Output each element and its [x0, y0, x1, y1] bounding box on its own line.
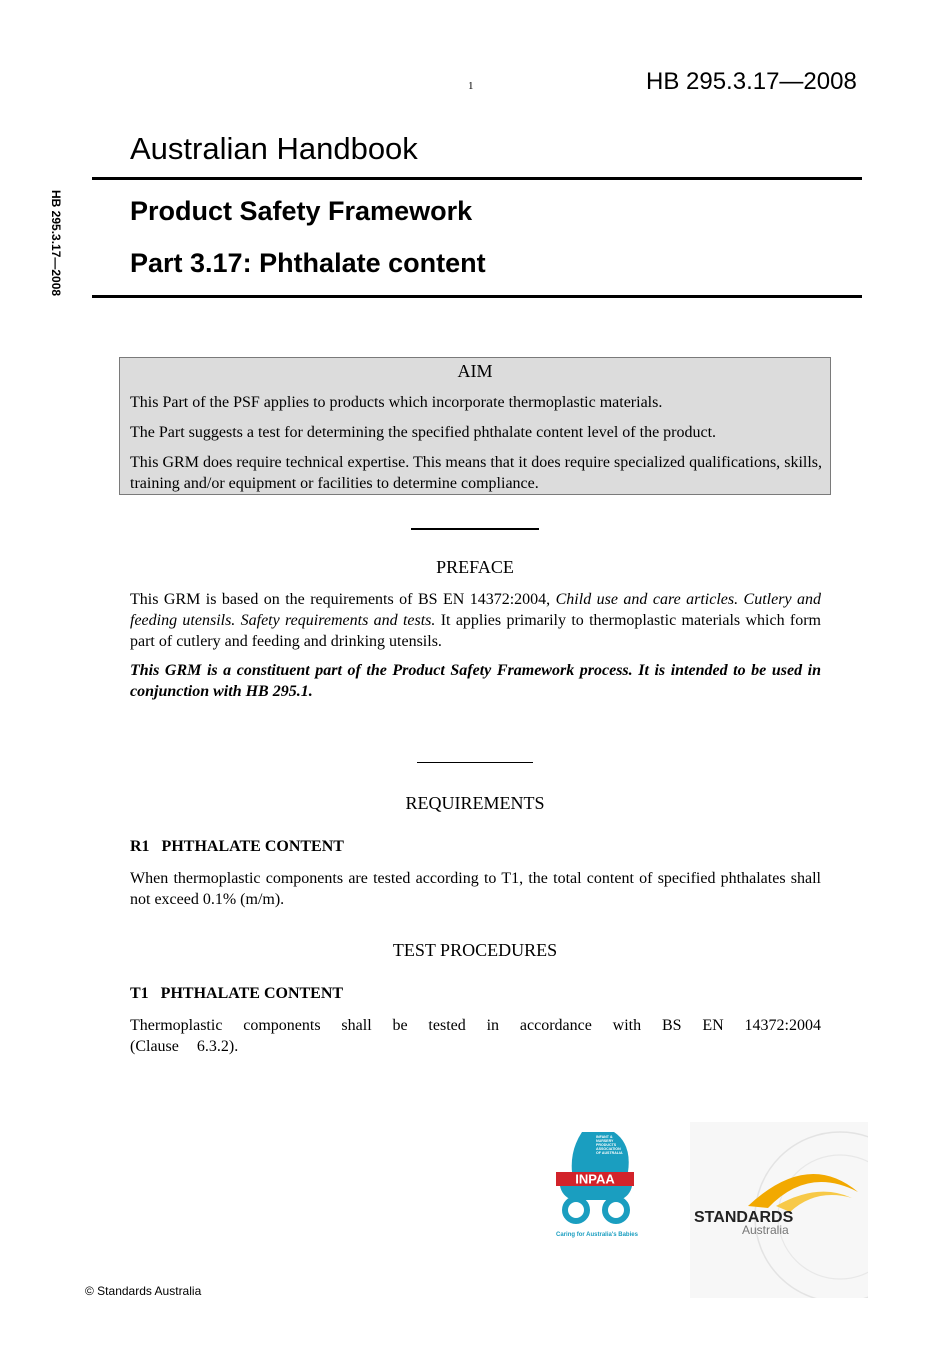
preface-text: It applies primarily to thermoplastic materials which form part of cutlery and feeding and drinking utensils.: [130, 612, 821, 650]
page-number: 1: [468, 80, 474, 92]
section-divider: [411, 528, 539, 530]
section-divider: [417, 762, 533, 763]
aim-paragraph: The Part suggests a test for determining the specified phthalate content level of the product.: [130, 424, 717, 441]
r1-text: When thermoplastic components are tested according to T1, the total content of specified phthalates shall not exceed 0.1% (m/m).: [130, 870, 821, 908]
preface-heading: PREFACE: [436, 557, 514, 577]
spine-document-code: HB 295.3.17—2008: [49, 190, 63, 297]
copyright-notice: © Standards Australia: [85, 1284, 202, 1298]
t1-text: Thermoplastic components shall be tested in accordance with BS EN 14372:2004 (Clause 6.3.2).: [130, 1017, 821, 1055]
requirements-heading: REQUIREMENTS: [405, 793, 545, 813]
inpaa-tagline: Caring for Australia's Babies: [556, 1232, 638, 1238]
page-title: Product Safety Framework: [130, 196, 473, 226]
preface-note: This GRM is a constituent part of the Product Safety Framework process. It is intended to be used in conjunction with HB 295.1.: [130, 662, 821, 700]
t1-heading: T1 PHTHALATE CONTENT: [130, 985, 344, 1002]
handbook-label: Australian Handbook: [130, 131, 418, 166]
wheel-icon: [565, 1199, 587, 1221]
test-procedures-heading: TEST PROCEDURES: [392, 940, 558, 960]
title-top-rule: [92, 177, 862, 180]
r1-heading: R1 PHTHALATE CONTENT: [130, 838, 344, 855]
inpaa-logo: [552, 1130, 642, 1240]
inpaa-name: INPAA: [575, 1171, 615, 1187]
aim-paragraph: This GRM does require technical expertise. This means that it does require specialized qualifications, skills, training and/or equipment or facilities to determine compliance.: [130, 454, 822, 492]
standards-subtitle: Australia: [742, 1223, 789, 1237]
standard-title: Child use and care articles. Cutlery and feeding utensils. Safety requirements and tests.: [130, 591, 821, 629]
preface-text: This GRM is based on the requirements of BS EN 14372:2004,: [130, 591, 556, 608]
wheel-icon: [605, 1199, 627, 1221]
aim-heading: AIM: [457, 361, 493, 381]
standards-australia-logo: [690, 1122, 868, 1298]
title-bottom-rule: [92, 295, 862, 298]
aim-box: [119, 357, 831, 495]
preface-paragraph: [130, 589, 821, 652]
page-subtitle: Part 3.17: Phthalate content: [130, 248, 486, 278]
standards-name: STANDARDS: [694, 1209, 794, 1226]
aim-paragraph: This Part of the PSF applies to products which incorporate thermoplastic materials.: [130, 394, 663, 411]
inpaa-association-text: INFANT & NURSERY PRODUCTS ASSOCIATION OF AUSTRALIA: [596, 1135, 623, 1155]
document-code: HB 295.3.17—2008: [646, 68, 857, 95]
